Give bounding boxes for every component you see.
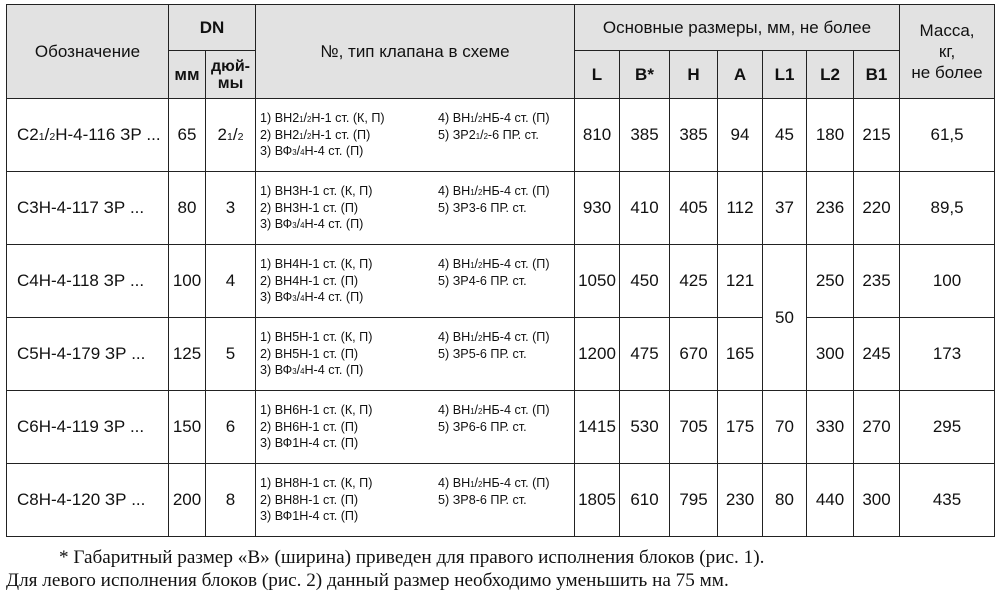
table-row [7, 391, 995, 464]
designation-fraction: 1 / 2 [38, 125, 56, 144]
cell-valves [256, 99, 575, 172]
designation-text: С5Н-4-179 ЗР ... [17, 344, 146, 363]
valve-suffix: -6 ПР. ст. [487, 127, 539, 142]
inch-prefix: 2 [217, 125, 227, 144]
cell-dn-mm: 100 [169, 245, 206, 318]
cell-L: 1415 [575, 391, 620, 464]
valve-list [260, 256, 572, 306]
col-header-B: B* [620, 51, 670, 99]
valve-suffix: Н-4 ст. (П) [304, 363, 364, 378]
valve-suffix: НБ-4 ст. (П) [482, 330, 550, 345]
cell-mass: 435 [900, 464, 995, 537]
valve-item [438, 183, 572, 200]
valve-list [260, 110, 572, 160]
valve-item [438, 127, 572, 144]
col-header-mm: мм [169, 51, 206, 99]
cell-L: 1050 [575, 245, 620, 318]
valve-suffix: Н-4 ст. (П) [304, 290, 364, 305]
footnote-line-2: Для левого исполнения блоков (рис. 2) данный размер необходимо уменьшить на 75 мм. [6, 570, 729, 591]
valve-text: 5) ЗР5-6 ПР. ст. [438, 346, 527, 361]
cell-H: 425 [670, 245, 718, 318]
cell-B1: 215 [854, 99, 900, 172]
inch-text: 6 [225, 417, 236, 436]
cell-dn-inch [206, 172, 256, 245]
valve-suffix: НБ-4 ст. (П) [482, 111, 550, 126]
valve-item [260, 143, 438, 160]
col-header-valves: №, тип клапана в схеме [256, 5, 575, 99]
cell-valves [256, 464, 575, 537]
cell-L: 810 [575, 99, 620, 172]
cell-L1: 37 [763, 172, 807, 245]
cell-mass: 89,5 [900, 172, 995, 245]
col-header-L2: L2 [807, 51, 854, 99]
valve-fraction: 1 / 2 [470, 403, 483, 418]
cell-H: 670 [670, 318, 718, 391]
valve-suffix: НБ-4 ст. (П) [482, 257, 550, 272]
inch-text: 3 [225, 198, 236, 217]
valve-text: 2) ВН8Н-1 ст. (П) [260, 492, 359, 507]
col-header-H: H [670, 51, 718, 99]
cell-A: 112 [718, 172, 763, 245]
inch-text: 8 [225, 490, 236, 509]
cell-H: 795 [670, 464, 718, 537]
cell-mass: 295 [900, 391, 995, 464]
valve-fraction: 1 / 2 [470, 257, 483, 272]
cell-B: 475 [620, 318, 670, 391]
footnote-line-1: * Габаритный размер «В» (ширина) приведен для правого исполнения блоков (рис. 1). [59, 547, 765, 568]
col-header-dimensions: Основные размеры, мм, не более [575, 5, 900, 51]
valve-prefix: 4) ВН [438, 403, 471, 418]
inch-text: 5 [225, 344, 236, 363]
valve-suffix: НБ-4 ст. (П) [482, 403, 550, 418]
valve-text: 3) ВФ1Н-4 ст. (П) [260, 436, 359, 451]
designation-suffix: Н-4-116 ЗР ... [55, 125, 161, 144]
valve-list [260, 475, 572, 525]
valve-prefix: 4) ВН [438, 184, 471, 199]
valve-text: 1) ВН8Н-1 ст. (К, П) [260, 476, 373, 491]
col-header-dn: DN [169, 5, 256, 51]
valve-prefix: 4) ВН [438, 257, 471, 272]
valve-suffix: Н-4 ст. (П) [304, 217, 364, 232]
cell-mass: 61,5 [900, 99, 995, 172]
cell-A: 165 [718, 318, 763, 391]
valve-fraction: 1 / 2 [470, 111, 483, 126]
valve-fraction: 1 / 2 [470, 184, 483, 199]
cell-valves [256, 318, 575, 391]
valve-fraction: 1 / 2 [475, 127, 488, 142]
cell-dn-mm: 150 [169, 391, 206, 464]
cell-L: 1200 [575, 318, 620, 391]
valve-text: 5) ЗР3-6 ПР. ст. [438, 200, 527, 215]
valve-text: 5) ЗР8-6 ПР. ст. [438, 492, 527, 507]
col-header-inch: дюй- мы [206, 51, 256, 99]
col-header-L: L [575, 51, 620, 99]
valve-item [260, 273, 438, 290]
valve-text: 3) ВФ1Н-4 ст. (П) [260, 509, 359, 524]
valve-text: 2) ВН3Н-1 ст. (П) [260, 200, 359, 215]
cell-H: 385 [670, 99, 718, 172]
designation-text: С8Н-4-120 ЗР ... [17, 490, 146, 509]
valve-item [260, 492, 438, 509]
cell-designation [7, 172, 169, 245]
cell-H: 705 [670, 391, 718, 464]
cell-L1: 80 [763, 464, 807, 537]
cell-valves [256, 245, 575, 318]
cell-dn-inch [206, 99, 256, 172]
valve-text: 2) ВН5Н-1 ст. (П) [260, 346, 359, 361]
cell-B: 530 [620, 391, 670, 464]
valve-list [260, 329, 572, 379]
valve-item [260, 216, 438, 233]
cell-mass: 100 [900, 245, 995, 318]
col-header-A: A [718, 51, 763, 99]
valve-fraction: 3 / 4 [292, 217, 305, 232]
cell-dn-mm: 125 [169, 318, 206, 391]
cell-B1: 235 [854, 245, 900, 318]
cell-B1: 270 [854, 391, 900, 464]
valve-prefix: 2) ВН2 [260, 127, 300, 142]
valve-text: 1) ВН5Н-1 ст. (К, П) [260, 330, 373, 345]
cell-L1: 70 [763, 391, 807, 464]
table-row [7, 99, 995, 172]
cell-L2: 250 [807, 245, 854, 318]
footnote [6, 546, 994, 592]
valve-prefix: 4) ВН [438, 476, 471, 491]
valve-item [438, 419, 572, 436]
valve-text: 1) ВН3Н-1 ст. (К, П) [260, 184, 373, 199]
cell-A: 175 [718, 391, 763, 464]
cell-L: 930 [575, 172, 620, 245]
inch-fraction: 1 / 2 [227, 125, 244, 144]
valve-item [260, 256, 438, 273]
table-row [7, 172, 995, 245]
table-row [7, 318, 995, 391]
valve-item [260, 362, 438, 379]
table-body [7, 99, 995, 537]
valve-prefix: 5) ЗР2 [438, 127, 476, 142]
cell-B: 410 [620, 172, 670, 245]
cell-B: 610 [620, 464, 670, 537]
cell-L2: 180 [807, 99, 854, 172]
valve-item [260, 435, 438, 452]
cell-valves [256, 391, 575, 464]
valve-item [260, 402, 438, 419]
valve-item [260, 200, 438, 217]
cell-L: 1805 [575, 464, 620, 537]
cell-L2: 300 [807, 318, 854, 391]
valve-text: 1) ВН6Н-1 ст. (К, П) [260, 403, 373, 418]
valve-suffix: Н-1 ст. (П) [311, 127, 371, 142]
cell-designation [7, 318, 169, 391]
valve-item [260, 346, 438, 363]
valve-item [438, 256, 572, 273]
cell-dn-mm: 65 [169, 99, 206, 172]
valve-fraction: 3 / 4 [292, 144, 305, 159]
header-row-1 [7, 5, 995, 51]
cell-L2: 236 [807, 172, 854, 245]
valve-item [438, 492, 572, 509]
valve-item [438, 200, 572, 217]
valve-item [260, 183, 438, 200]
cell-dn-inch [206, 318, 256, 391]
valve-item [260, 475, 438, 492]
cell-dn-mm: 80 [169, 172, 206, 245]
cell-designation [7, 464, 169, 537]
valve-fraction: 3 / 4 [292, 363, 305, 378]
valve-suffix: НБ-4 ст. (П) [482, 184, 550, 199]
valve-item [260, 127, 438, 144]
cell-B1: 220 [854, 172, 900, 245]
valve-item [260, 329, 438, 346]
valve-item [438, 346, 572, 363]
table-row [7, 245, 995, 318]
designation-text: С4Н-4-118 ЗР ... [17, 271, 145, 290]
valve-text: 2) ВН6Н-1 ст. (П) [260, 419, 359, 434]
valve-item [260, 419, 438, 436]
designation-prefix: С2 [17, 125, 39, 144]
valve-prefix: 3) ВФ [260, 363, 293, 378]
table-row [7, 464, 995, 537]
valve-prefix: 3) ВФ [260, 217, 293, 232]
valve-suffix: Н-1 ст. (К, П) [311, 111, 385, 126]
cell-A: 121 [718, 245, 763, 318]
cell-A: 94 [718, 99, 763, 172]
valve-item [260, 508, 438, 525]
col-header-designation: Обозначение [7, 5, 169, 99]
valve-prefix: 3) ВФ [260, 144, 293, 159]
designation-text: С3Н-4-117 ЗР ... [17, 198, 145, 217]
valve-prefix: 3) ВФ [260, 290, 293, 305]
valve-block-table [6, 4, 995, 537]
cell-designation [7, 245, 169, 318]
valve-item [260, 289, 438, 306]
cell-designation [7, 99, 169, 172]
cell-valves [256, 172, 575, 245]
valve-prefix: 1) ВН2 [260, 111, 300, 126]
cell-L2: 440 [807, 464, 854, 537]
cell-B: 385 [620, 99, 670, 172]
col-header-L1: L1 [763, 51, 807, 99]
designation-text: С6Н-4-119 ЗР ... [17, 417, 145, 436]
valve-list [260, 402, 572, 452]
inch-text: 4 [225, 271, 236, 290]
valve-item [438, 402, 572, 419]
cell-mass: 173 [900, 318, 995, 391]
valve-list [260, 183, 572, 233]
cell-dn-mm: 200 [169, 464, 206, 537]
col-header-B1: B1 [854, 51, 900, 99]
valve-item [438, 110, 572, 127]
valve-text: 5) ЗР4-6 ПР. ст. [438, 273, 527, 288]
cell-designation [7, 391, 169, 464]
valve-item [260, 110, 438, 127]
valve-prefix: 4) ВН [438, 330, 471, 345]
cell-L1: 45 [763, 99, 807, 172]
valve-fraction: 1 / 2 [299, 127, 312, 142]
valve-text: 5) ЗР6-6 ПР. ст. [438, 419, 527, 434]
valve-text: 2) ВН4Н-1 ст. (П) [260, 273, 359, 288]
valve-item [438, 273, 572, 290]
cell-L2: 330 [807, 391, 854, 464]
valve-item [438, 329, 572, 346]
cell-B1: 300 [854, 464, 900, 537]
cell-H: 405 [670, 172, 718, 245]
valve-prefix: 4) ВН [438, 111, 471, 126]
valve-fraction: 1 / 2 [299, 111, 312, 126]
valve-item [438, 475, 572, 492]
valve-fraction: 1 / 2 [470, 330, 483, 345]
cell-dn-inch [206, 464, 256, 537]
valve-suffix: НБ-4 ст. (П) [482, 476, 550, 491]
valve-fraction: 1 / 2 [470, 476, 483, 491]
cell-dn-inch [206, 391, 256, 464]
valve-fraction: 3 / 4 [292, 290, 305, 305]
valve-suffix: Н-4 ст. (П) [304, 144, 364, 159]
cell-A: 230 [718, 464, 763, 537]
col-header-mass: Масса, кг, не более [900, 5, 995, 99]
cell-B: 450 [620, 245, 670, 318]
cell-dn-inch [206, 245, 256, 318]
cell-B1: 245 [854, 318, 900, 391]
spec-sheet [6, 4, 994, 592]
cell-L1: 50 [763, 245, 807, 391]
valve-text: 1) ВН4Н-1 ст. (К, П) [260, 257, 373, 272]
